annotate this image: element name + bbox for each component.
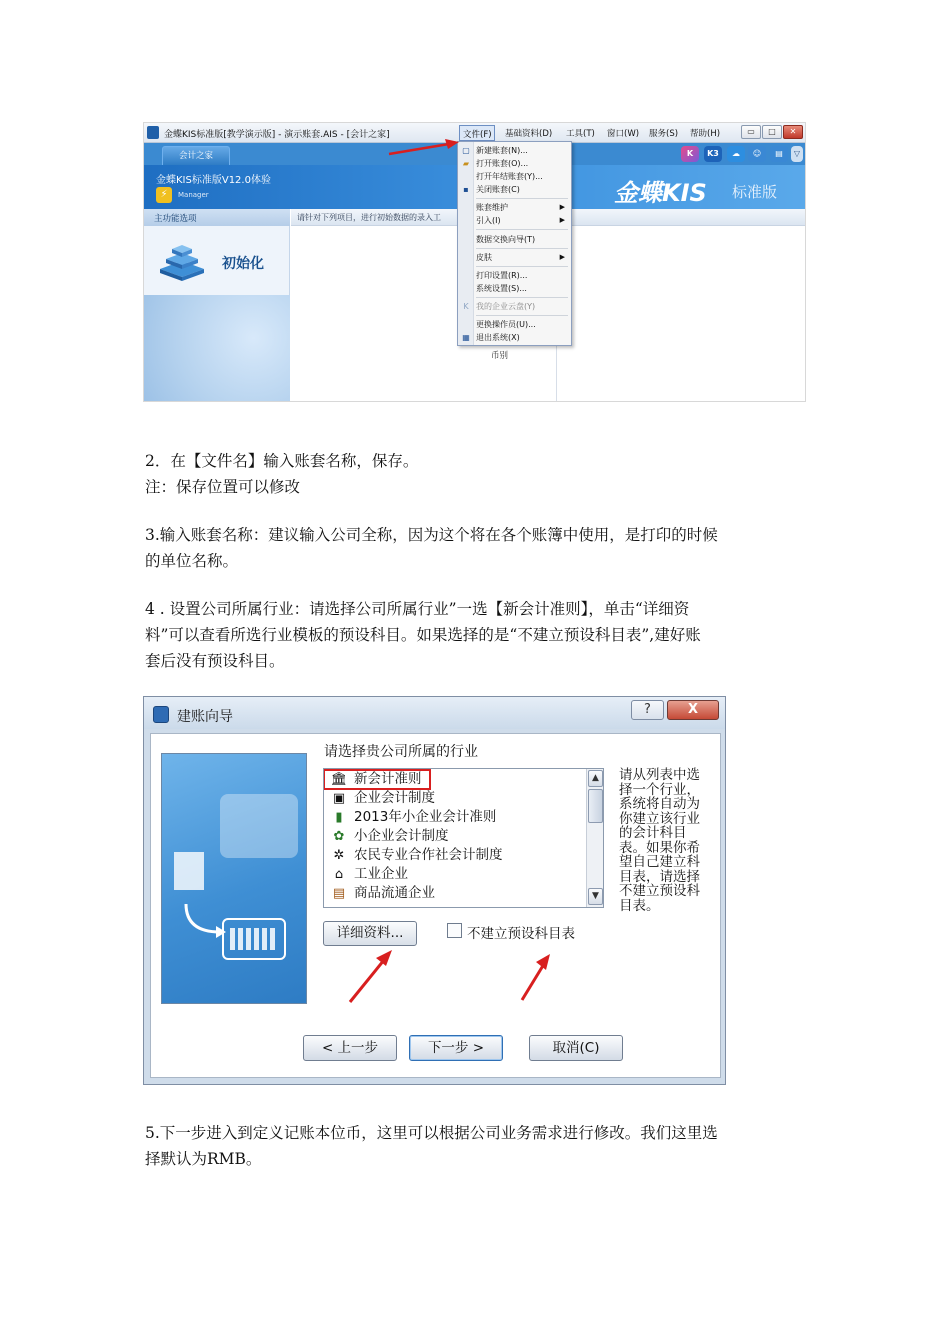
menu-file[interactable]: 文件(F)	[459, 125, 495, 141]
list-item-2013-small-enterprise[interactable]	[330, 808, 496, 827]
menu-item-label: 账套维护	[476, 203, 508, 212]
k3-icon[interactable]: K3	[704, 146, 722, 162]
menu-item-print-setup[interactable]	[458, 269, 571, 282]
annotation-arrow-icon	[385, 138, 465, 158]
left-function-panel	[144, 209, 290, 402]
scroll-up-icon[interactable]: ▲	[588, 770, 603, 787]
no-preset-checkbox[interactable]	[447, 923, 462, 938]
menu-item-label: 打开年结账套(Y)...	[476, 172, 543, 181]
menu-item-cloud-disk	[458, 300, 571, 313]
list-item-label: 2013年小企业会计准则	[354, 809, 497, 825]
menu-separator	[476, 266, 568, 267]
detail-button[interactable]: 详细资料...	[323, 921, 417, 946]
menu-item-close-ledger[interactable]	[458, 183, 571, 196]
list-item-enterprise-accounting[interactable]	[330, 789, 435, 808]
maximize-button[interactable]: □	[762, 125, 782, 139]
next-button[interactable]: 下一步 >	[409, 1035, 503, 1061]
new-doc-icon: ▢	[462, 146, 470, 155]
message-icon[interactable]: ▤	[770, 146, 788, 162]
keyboard-icon	[222, 918, 286, 960]
note-text: 注：保存位置可以修改	[145, 478, 301, 496]
menu-separator	[476, 198, 568, 199]
file-menu-dropdown	[457, 141, 572, 346]
no-preset-label[interactable]: 不建立预设科目表	[467, 926, 575, 942]
chevron-down-icon[interactable]: ▽	[791, 146, 803, 162]
shop-icon: ▤	[332, 886, 346, 901]
annotation-arrow-icon	[342, 946, 402, 1008]
close-ledger-icon: ▪	[463, 185, 469, 194]
exit-icon: ▦	[462, 333, 470, 342]
submenu-arrow-icon: ▶	[559, 203, 565, 211]
menu-item-label: 我的企业云盘(Y)	[476, 302, 536, 311]
list-item-label: 商品流通企业	[354, 885, 435, 901]
cancel-button[interactable]: 取消(C)	[529, 1035, 623, 1061]
step-3-line-1: 3.输入账套名称：建议输入公司全称，因为这个将在各个账簿中使用，是打印的时候	[145, 526, 718, 544]
menu-item-system-settings[interactable]	[458, 282, 571, 295]
step-3-line-2: 的单位名称。	[145, 552, 239, 570]
menu-item-skin[interactable]	[458, 251, 571, 264]
submenu-arrow-icon: ▶	[559, 253, 565, 261]
menu-item-label: 打开账套(O)...	[476, 159, 529, 168]
menu-tools[interactable]: 工具(T)	[566, 129, 595, 139]
menu-item-exit[interactable]	[458, 331, 571, 344]
list-item-new-accounting-standards[interactable]	[330, 770, 422, 789]
decorative-background	[144, 295, 290, 402]
brand-logo: 金蝶KIS	[614, 179, 707, 207]
app-logo-icon	[147, 126, 159, 139]
help-button[interactable]: ?	[631, 700, 664, 720]
smile-icon[interactable]: ☺	[748, 146, 766, 162]
init-label[interactable]: 初始化	[222, 256, 264, 272]
menu-separator	[476, 315, 568, 316]
dialog-title: 建账向导	[177, 709, 233, 725]
menu-item-import[interactable]	[458, 214, 571, 227]
title-bar	[144, 123, 806, 143]
wizard-logo-icon	[153, 706, 169, 723]
init-stack-icon[interactable]	[156, 239, 208, 281]
minimize-button[interactable]: ▭	[741, 125, 761, 139]
main-header: 请针对下列项目，进行初始数据的录入工	[291, 209, 806, 226]
setup-wizard-dialog	[143, 696, 726, 1085]
step-2-text: 2．在【文件名】输入账套名称，保存。	[145, 452, 419, 470]
industry-hint: 请从列表中选择一个行业，系统将自动为你建立该行业的会计科目表。如果你希望自己建立科目表，请选择不建立预设科目表。	[619, 767, 700, 914]
dialog-close-button[interactable]: X	[667, 700, 719, 720]
annotation-arrow-icon	[514, 950, 564, 1006]
menu-item-label: 系统设置(S)...	[476, 284, 527, 293]
menu-item-open-ledger[interactable]	[458, 157, 571, 170]
menu-item-label: 更换操作员(U)...	[476, 320, 536, 329]
menu-item-label: 退出系统(X)	[476, 333, 520, 342]
menu-service[interactable]: 服务(S)	[649, 129, 679, 139]
menu-item-open-year-end[interactable]	[458, 170, 571, 183]
back-button[interactable]: < 上一步	[303, 1035, 397, 1061]
list-item-label: 企业会计制度	[354, 790, 435, 806]
menu-separator	[476, 229, 568, 230]
menu-item-new-ledger[interactable]	[458, 144, 571, 157]
factory-icon: ⌂	[334, 867, 344, 882]
tab-accounting-home[interactable]: 会计之家	[162, 146, 230, 165]
brand-edition: 标准版	[732, 183, 778, 201]
menu-item-label: 新建账套(N)...	[476, 146, 528, 155]
step-4-line-1: 4 . 设置公司所属行业：请选择公司所属行业”一选【新会计准则】，单击“详细资	[145, 600, 690, 618]
step-4-line-2: 料”可以查看所选行业模板的预设科目。如果选择的是“不建立预设科目表”,建好账	[145, 626, 701, 644]
kis-main-window-screenshot	[143, 122, 806, 402]
list-scrollbar[interactable]	[586, 769, 604, 907]
menu-item-label: 数据交换向导(T)	[476, 235, 536, 244]
ledger-icon: ▣	[332, 791, 346, 806]
list-item-label: 小企业会计制度	[354, 828, 449, 844]
window-title: 金蝶KIS标准版[教学演示版] - 演示账套.AIS - [会计之家]	[164, 130, 390, 140]
step-5-line-2: 择默认为RMB。	[145, 1150, 262, 1168]
close-button[interactable]: ✕	[783, 125, 803, 139]
keyboard-keys	[230, 928, 278, 950]
scroll-down-icon[interactable]: ▼	[588, 888, 603, 905]
building-icon: 🏛	[330, 772, 348, 787]
left-panel-header: 主功能选项	[144, 209, 290, 226]
industry-prompt: 请选择贵公司所属的行业	[324, 744, 478, 760]
menu-help[interactable]: 帮助(H)	[690, 129, 721, 139]
menu-item-label: 引入(I)	[476, 216, 501, 225]
menu-item-label: 关闭账套(C)	[476, 185, 520, 194]
kis-app-icon[interactable]: K	[681, 146, 699, 162]
cloud-icon[interactable]: ☁	[727, 146, 745, 162]
scroll-thumb[interactable]	[588, 789, 603, 823]
wizard-illustration	[161, 753, 307, 1004]
list-item-commodity-circulation[interactable]	[330, 884, 435, 903]
tools-icon: ✲	[333, 848, 345, 863]
user-icon: ⚡	[156, 187, 172, 203]
product-version: 金蝶KIS标准版V12.0体验	[156, 175, 271, 186]
list-item-label: 农民专业合作社会计制度	[354, 847, 503, 863]
cloud-disk-icon: K	[463, 302, 469, 311]
menu-item-change-operator[interactable]	[458, 318, 571, 331]
document-icon	[174, 852, 204, 890]
menu-item-ledger-maintenance[interactable]	[458, 201, 571, 214]
list-item-industrial[interactable]	[330, 865, 408, 884]
industry-list[interactable]	[323, 768, 604, 908]
step-5-line-1: 5.下一步进入到定义记账本位币，这里可以根据公司业务需求进行修改。我们这里选	[145, 1124, 718, 1142]
plant-icon: ✿	[333, 829, 345, 844]
list-item-label: 工业企业	[354, 866, 408, 882]
open-folder-icon: ▰	[462, 159, 470, 168]
menu-item-label: 皮肤	[476, 253, 492, 262]
menu-separator	[476, 297, 568, 298]
menu-item-label: 打印设置(R)...	[476, 271, 528, 280]
currency-label[interactable]: 币别	[491, 351, 509, 361]
briefcase-shape	[220, 794, 298, 858]
bottle-icon: ▮	[335, 810, 343, 825]
step-4-line-3: 套后没有预设科目。	[145, 652, 285, 670]
submenu-arrow-icon: ▶	[559, 216, 565, 224]
menu-basic-data[interactable]: 基础资料(D)	[505, 129, 553, 139]
list-item-label: 新会计准则	[354, 771, 422, 787]
menu-separator	[476, 248, 568, 249]
menu-window[interactable]: 窗口(W)	[607, 129, 640, 139]
list-item-farmer-cooperative[interactable]	[330, 846, 503, 865]
current-user: Manager	[178, 191, 209, 199]
dialog-body	[150, 733, 721, 1078]
list-item-small-enterprise[interactable]	[330, 827, 449, 846]
dialog-title-bar	[144, 697, 726, 729]
menu-item-data-exchange[interactable]	[458, 233, 571, 246]
